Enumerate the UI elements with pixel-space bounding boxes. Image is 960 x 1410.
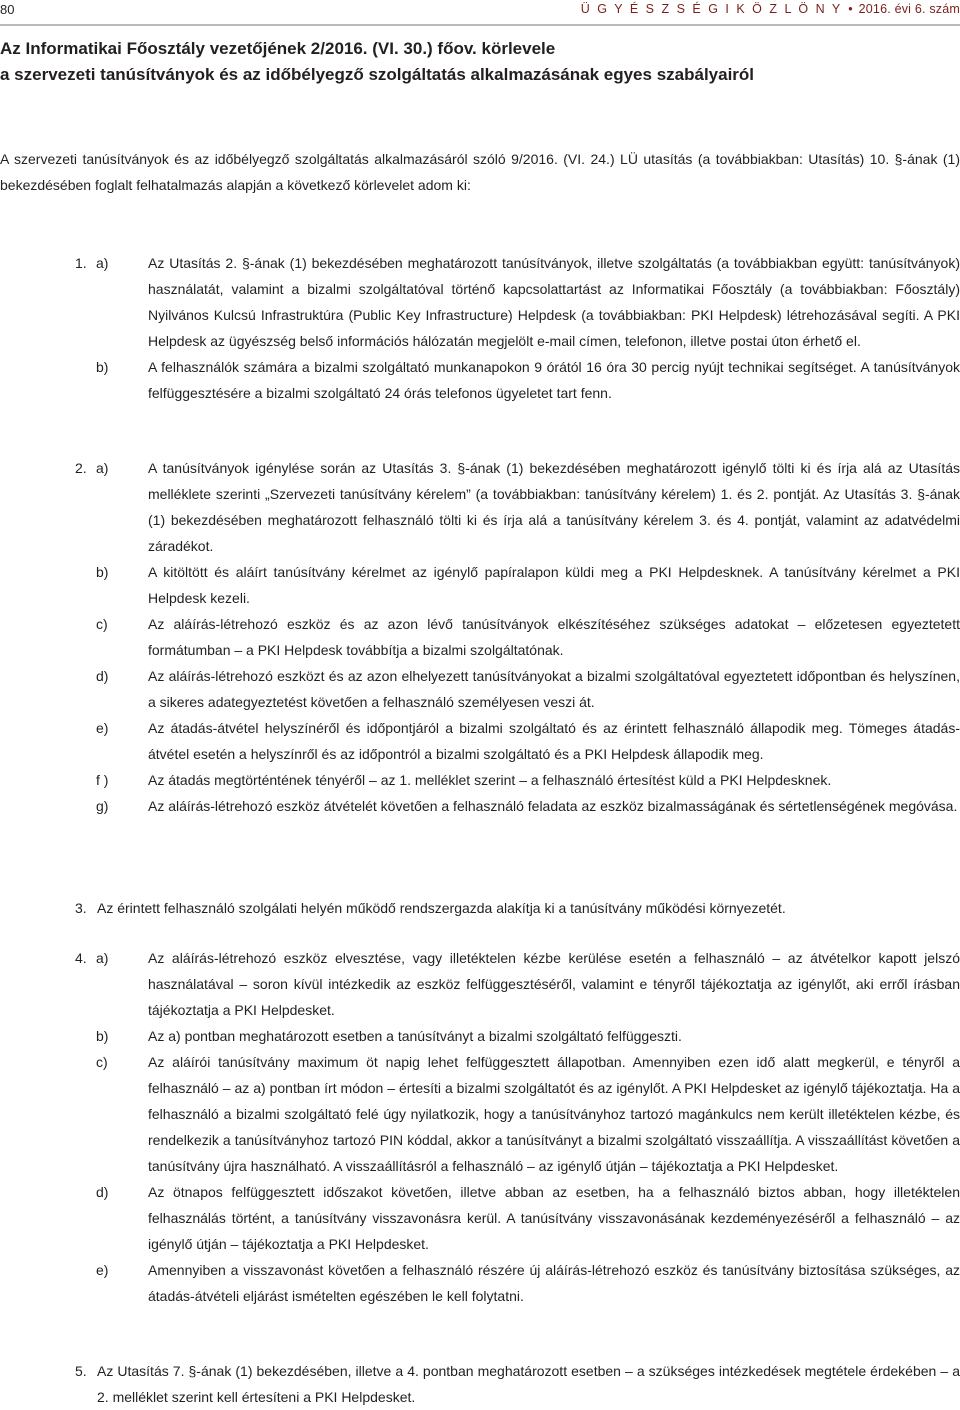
item-label: a) bbox=[96, 950, 109, 966]
section-5 bbox=[0, 1358, 960, 1410]
section-number: 3. bbox=[75, 900, 87, 916]
item-label: g) bbox=[96, 798, 109, 814]
list-item bbox=[0, 250, 960, 354]
section-3 bbox=[0, 895, 960, 921]
list-item bbox=[0, 354, 960, 406]
list-item bbox=[0, 611, 960, 663]
page-header bbox=[0, 0, 960, 24]
item-label: b) bbox=[96, 564, 109, 580]
header-divider bbox=[0, 24, 960, 26]
item-label: e) bbox=[96, 720, 109, 736]
item-label: d) bbox=[96, 1184, 109, 1200]
item-text: Amennyiben a visszavonást követően a felhasználó részére új aláírás-létrehozó eszköz és tanúsítvány biztosítása szükséges, az átadás-átvételi eljárást ismételten egészében le kell folytatni. bbox=[148, 1262, 960, 1304]
item-label: d) bbox=[96, 668, 109, 684]
journal-title: Ü G Y É S Z S É G I K Ö Z L Ö N Y bbox=[580, 2, 843, 16]
section-number: 5. bbox=[75, 1363, 87, 1379]
page-number: 80 bbox=[0, 2, 15, 17]
separator-bullet: • bbox=[848, 2, 853, 16]
item-label: c) bbox=[96, 1054, 108, 1070]
item-text: Az érintett felhasználó szolgálati helyén működő rendszergazda alakítja ki a tanúsítvány működési környezetét. bbox=[97, 900, 786, 916]
item-text: Az aláírás-létrehozó eszköz és az azon lévő tanúsítványok elkészítéséhez szükséges adatokat – előzetesen egyeztetett formátumban – a PKI Helpdesk továbbítja a bizalmi szolgáltatónak. bbox=[148, 616, 960, 658]
item-text: Az ötnapos felfüggesztett időszakot követően, illetve abban az esetben, ha a felhasználó biztos abban, hogy illetéktelen felhasználás történt, a tanúsítvány visszavonásra kerül. A tanúsítvány visszavonásának kezdeményezéséről a felhasználó – az igénylő útján – tájékoztatja a PKI Helpdesket. bbox=[148, 1184, 960, 1252]
item-label: a) bbox=[96, 255, 109, 271]
section-2 bbox=[0, 455, 960, 819]
item-text: Az átadás-átvétel helyszínéről és időpontjáról a bizalmi szolgáltató és az érintett felhasználó állapodik meg. Tömeges átadás-átvétel esetén a helyszínről és az időpontról a bizalmi szolgáltató és a PKI Helpdesk állapodik meg. bbox=[148, 720, 960, 762]
item-text: Az Utasítás 7. §-ának (1) bekezdésében, illetve a 4. pontban meghatározott esetben – a szükséges intézkedések megtétele érdekében – a 2. melléklet szerint kell értesíteni a PKI Helpdesket. bbox=[97, 1363, 960, 1405]
item-label: a) bbox=[96, 460, 109, 476]
list-item bbox=[0, 767, 960, 793]
item-label: f ) bbox=[96, 772, 109, 788]
list-item bbox=[0, 895, 960, 921]
journal-name bbox=[581, 2, 960, 16]
list-item bbox=[0, 1257, 960, 1309]
item-text: A felhasználók számára a bizalmi szolgáltató munkanapokon 9 órától 16 óra 30 percig nyújt technikai segítséget. A tanúsítványok felfüggesztésére a bizalmi szolgáltató 24 órás telefonos ügyeletet tart fenn. bbox=[148, 359, 960, 401]
list-item bbox=[0, 663, 960, 715]
list-item bbox=[0, 1023, 960, 1049]
list-item bbox=[0, 715, 960, 767]
list-item bbox=[0, 793, 960, 819]
list-item bbox=[0, 559, 960, 611]
list-item bbox=[0, 1049, 960, 1179]
title-line-2: a szervezeti tanúsítványok és az időbélyegző szolgáltatás alkalmazásának egyes szabályairól bbox=[0, 65, 755, 84]
item-label: c) bbox=[96, 616, 108, 632]
item-text: Az aláírói tanúsítvány maximum öt napig lehet felfüggesztett állapotban. Amennyiben ezen idő alatt megkerül, e tényről a felhasználó – az a) pontban írt módon – értesíti a bizalmi szolgáltatót és az igénylőt. A PKI Helpdesket az igénylő tájékoztatja. Ha a felhasználó a bizalmi szolgáltató felé úgy nyilatkozik, hogy a tanúsítványhoz tartozó magánkulcs nem került illetéktelen kézbe, és rendelkezik a tanúsítványhoz tartozó PIN kóddal, akkor a tanúsítványt a bizalmi szolgáltató visszaállítja. A visszaállítást követően a tanúsítvány újra használható. A visszaállításról a felhasználó – az igénylő útján – tájékoztatja a PKI Helpdesket. bbox=[148, 1054, 960, 1174]
list-item bbox=[0, 945, 960, 1023]
intro-paragraph: A szervezeti tanúsítványok és az időbélyegző szolgáltatás alkalmazásáról szóló 9/2016. (VI. 24.) LÜ utasítás (a továbbiakban: Utasítás) 10. §-ának (1) bekezdésében foglalt felhatalmazás alapján a következő körlevelet adom ki: bbox=[0, 151, 960, 193]
list-item bbox=[0, 1358, 960, 1410]
list-item bbox=[0, 455, 960, 559]
item-label: b) bbox=[96, 1028, 109, 1044]
item-text: Az aláírás-létrehozó eszközt és az azon elhelyezett tanúsítványokat a bizalmi szolgáltatóval egyeztetett időpontban és helyszínen, a sikeres adategyeztetést követően a felhasználó személyesen veszi át. bbox=[148, 668, 960, 710]
item-text: Az Utasítás 2. §-ának (1) bekezdésében meghatározott tanúsítványok, illetve szolgáltatás (a továbbiakban együtt: tanúsítványok) használatát, valamint a bizalmi szolgáltatóval történő kapcsolattartást az Informatikai Főosztály (a továbbiakban: Főosztály) Nyilvános Kulcsú Infrastruktúra (Public Key Infrastructure) Helpdesk (a továbbiakban: PKI Helpdesk) létrehozásával segíti. A PKI Helpdesk az ügyészség belső információs hálózatán megjelölt e-mail címen, telefonon, illetve postai úton érhető el. bbox=[148, 255, 960, 349]
item-text: Az átadás megtörténtének tényéről – az 1. melléklet szerint – a felhasználó értesítést küld a PKI Helpdesknek. bbox=[148, 772, 832, 788]
item-label: b) bbox=[96, 359, 109, 375]
item-label: e) bbox=[96, 1262, 109, 1278]
section-number: 2. bbox=[75, 460, 87, 476]
issue-label: 2016. évi 6. szám bbox=[858, 2, 960, 16]
list-item bbox=[0, 1179, 960, 1257]
document-title bbox=[0, 36, 960, 88]
section-number: 4. bbox=[75, 950, 87, 966]
section-4 bbox=[0, 945, 960, 1309]
item-text: Az aláírás-létrehozó eszköz elvesztése, vagy illetéktelen kézbe kerülése esetén a felhasználó – az átvételkor kapott jelszó használatával – soron kívül intézkedik az eszköz felfüggesztéséről, valamint e tényről tájékoztatja az igénylőt, aki erről írásban tájékoztatja a PKI Helpdesket. bbox=[148, 950, 960, 1018]
section-number: 1. bbox=[75, 255, 87, 271]
item-text: A tanúsítványok igénylése során az Utasítás 3. §-ának (1) bekezdésében meghatározott igénylő tölti ki és írja alá az Utasítás melléklete szerinti „Szervezeti tanúsítvány kérelem” (a továbbiakban: tanúsítvány kérelem) 1. és 2. pontját. Az Utasítás 3. §-ának (1) bekezdésében meghatározott felhasználó tölti ki és írja alá a tanúsítvány kérelem 3. és 4. pontját, valamint az adatvédelmi záradékot. bbox=[148, 460, 960, 554]
section-1 bbox=[0, 250, 960, 406]
item-text: Az aláírás-létrehozó eszköz átvételét követően a felhasználó feladata az eszköz bizalmasságának és sértetlenségének megóvása. bbox=[148, 798, 958, 814]
item-text: A kitöltött és aláírt tanúsítvány kérelmet az igénylő papíralapon küldi meg a PKI Helpdesknek. A tanúsítvány kérelmet a PKI Helpdesk kezeli. bbox=[148, 564, 960, 606]
item-text: Az a) pontban meghatározott esetben a tanúsítványt a bizalmi szolgáltató felfüggeszti. bbox=[148, 1028, 682, 1044]
title-line-1: Az Informatikai Főosztály vezetőjének 2/2016. (VI. 30.) főov. körlevele bbox=[0, 39, 556, 58]
